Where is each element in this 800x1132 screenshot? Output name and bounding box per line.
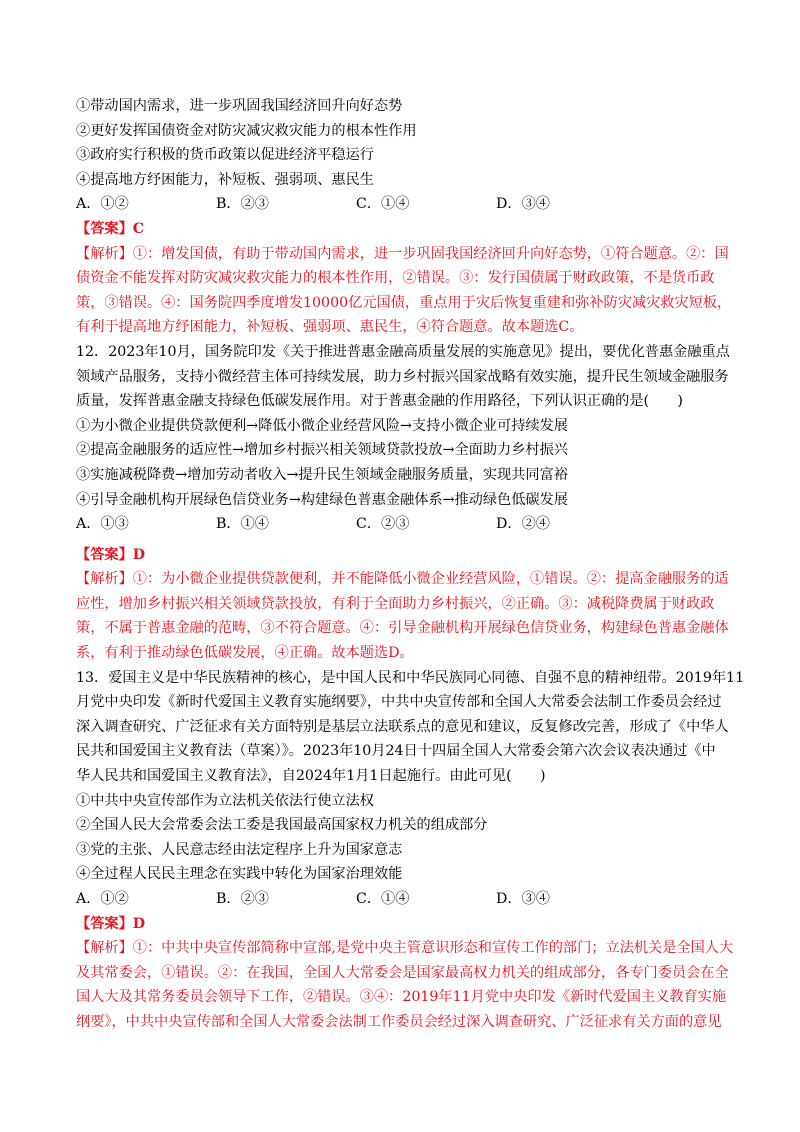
q11-choice-d: D．③④ — [496, 196, 550, 213]
q13-answer: 【答案】D — [76, 915, 146, 932]
q12-analysis-4: 系，有利于推动绿色低碳发展，④正确。故本题选D。 — [76, 645, 414, 662]
q13-stem-4: 民共和国爱国主义教育法（草案）》。2023年10月24日十四届全国人大常委会第六次会议表决通过《中 — [76, 743, 716, 760]
q12-choice-c: C．②③ — [356, 516, 410, 533]
q12-option-2: ②提高金融服务的适应性→增加乡村振兴相关领域贷款投放→全面助力乡村振兴 — [76, 442, 568, 459]
q13-choices — [76, 887, 726, 912]
q12-analysis-3: 策，不属于普惠金融的范畴，③不符合题意。④：引导金融机构开展绿色信贷业务，构建绿色普惠金融体 — [76, 620, 729, 637]
q12-choice-b: B．①④ — [216, 516, 269, 533]
q13-stem-1: 13．爱国主义是中华民族精神的核心，是中国人民和中华民族同心同德、自强不息的精神纽带。2019年11 — [76, 669, 745, 686]
q13-stem-3: 深入调查研究、广泛征求有关方面特别是基层立法联系点的意见和建议，反复修改完善，形成了《中华人 — [76, 718, 729, 735]
q13-block — [76, 666, 745, 1035]
q13-option-2: ②全国人民大会常委会法工委是我国最高国家权力机关的组成部分 — [76, 817, 488, 834]
q12-choice-a: A．①③ — [76, 516, 129, 533]
q13-option-4: ④全过程人民民主理念在实践中转化为国家治理效能 — [76, 866, 403, 883]
q13-choice-b: B．②③ — [216, 891, 269, 907]
q12-stem-3: 质量，发挥普惠金融支持绿色低碳发展作用。对于普惠金融的作用路径，下列认识正确的是( ) — [76, 393, 683, 410]
q13-choice-c: C．①④ — [356, 891, 410, 907]
q11-analysis-2: 债资金不能发挥对防灾减灾救灾能力的根本性作用，②错误。③：发行国债属于财政政策，不是货币政 — [76, 270, 715, 287]
q13-analysis-4: 纲要》，中共中央宣传部和全国人大常委会法制工作委员会经过深入调查研究、广泛征求有关方面的意见 — [76, 1013, 722, 1030]
q11-option-1: ①带动国内需求，进一步巩固我国经济回升向好态势 — [76, 98, 403, 114]
q12-stem-2: 领域产品服务，支持小微经营主体可持续发展，助力乡村振兴国家战略有效实施，提升民生领域金融服务 — [76, 368, 729, 385]
q12-stem-1: 12．2023年10月，国务院印发《关于推进普惠金融高质量发展的实施意见》提出，要优化普惠金融重点 — [76, 343, 730, 360]
q12-choices — [76, 512, 726, 537]
q11-analysis-1: 【解析】①：增发国债，有助于带动国内需求，进一步巩固我国经济回升向好态势，①符合题意。②：国 — [76, 245, 729, 262]
q13-stem-2: 月党中央印发《新时代爱国主义教育实施纲要》，中共中央宣传部和全国人大常委会法制工作委员会经过 — [76, 694, 722, 711]
q11-option-4: ④提高地方纾困能力，补短板、强弱项、惠民生 — [76, 171, 374, 188]
q11-choice-a: A．①② — [76, 196, 129, 213]
q13-analysis-3: 国人大及其常务委员会领导下工作，②错误。③④：2019年11月党中央印发《新时代爱国主义教育实施 — [76, 989, 727, 1006]
q13-analysis-2: 及其常委会，①错误。②：在我国，全国人大常委会是国家最高权力机关的组成部分，各专门委员会在全 — [76, 964, 729, 981]
q11-choice-c: C．①④ — [356, 196, 410, 213]
q12-analysis-2: 应性，增加乡村振兴相关领域贷款投放，有利于全面助力乡村振兴，②正确。③：减税降费属于财政政 — [76, 595, 715, 612]
q13-stem-5: 华人民共和国爱国主义教育法》，自2024年1月1日起施行。由此可见( ) — [76, 768, 546, 785]
q11-block — [76, 94, 732, 340]
q12-option-3: ③实施减税降费→增加劳动者收入→提升民生领域金融服务质量，实现共同富裕 — [76, 466, 568, 483]
q12-option-4: ④引导金融机构开展绿色信贷业务→构建绿色普惠金融体系→推动绿色低碳发展 — [76, 491, 568, 508]
q11-choices — [76, 192, 726, 217]
q13-option-3: ③党的主张、人民意志经由法定程序上升为国家意志 — [76, 841, 403, 858]
q12-answer: 【答案】D — [76, 546, 146, 563]
q11-choice-b: B．②③ — [216, 196, 269, 213]
q13-choice-d: D．③④ — [496, 891, 550, 907]
q11-option-2: ②更好发挥国债资金对防灾减灾救灾能力的根本性作用 — [76, 122, 417, 139]
q12-choice-d: D．②④ — [496, 516, 550, 533]
q12-option-1: ①为小微企业提供贷款便利→降低小微企业经营风险→支持小微企业可持续发展 — [76, 417, 568, 434]
document-page — [76, 94, 745, 1035]
q11-analysis-4: 有利于提高地方纾困能力，补短板、强弱项、惠民生，④符合题意。故本题选C。 — [76, 319, 584, 336]
q11-analysis-3: 策，③错误。④：国务院四季度增发10000亿元国债，重点用于灾后恢复重建和弥补防灾减灾救灾短板， — [76, 294, 732, 311]
q13-choice-a: A．①② — [76, 891, 129, 907]
q12-block — [76, 340, 730, 666]
q13-option-1: ①中共中央宣传部作为立法机关依法行使立法权 — [76, 792, 374, 809]
q11-option-3: ③政府实行积极的货币政策以促进经济平稳运行 — [76, 147, 374, 164]
q11-answer: 【答案】C — [76, 220, 145, 237]
q13-analysis-1: 【解析】①：中共中央宣传部简称中宣部,是党中央主管意识形态和宣传工作的部门；立法机关是全国人大 — [76, 940, 734, 957]
q12-analysis-1: 【解析】①：为小微企业提供贷款便利，并不能降低小微企业经营风险，①错误。②：提高金融服务的适 — [76, 571, 729, 588]
